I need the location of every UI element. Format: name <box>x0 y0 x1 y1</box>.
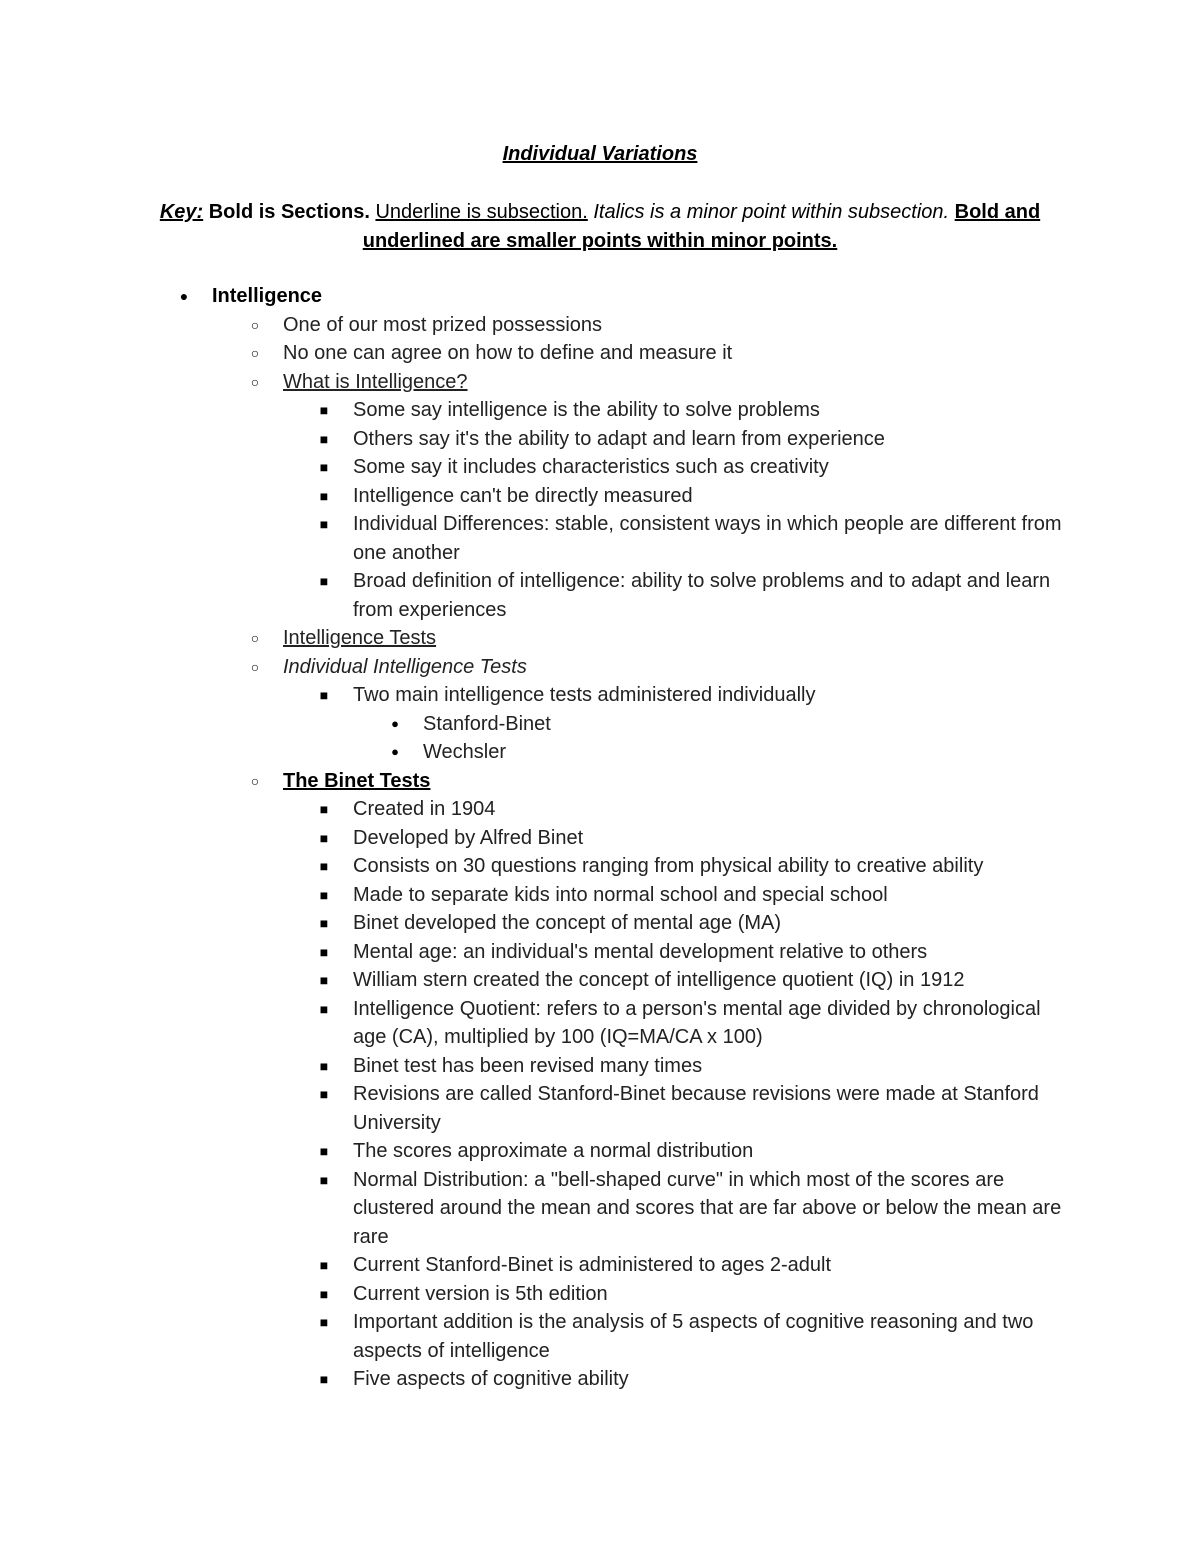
list-item <box>0 881 1200 910</box>
hollow-circle-bullet-icon: ○ <box>250 658 260 675</box>
list-item <box>0 852 1200 881</box>
hollow-circle-bullet-icon: ○ <box>250 373 260 390</box>
subsection-heading: Intelligence Tests <box>283 627 437 649</box>
list-item-text: Some say it includes characteristics such as creativity <box>353 456 829 478</box>
list-item <box>0 966 1200 995</box>
list-item-text: One of our most prized possessions <box>283 313 603 336</box>
square-bullet-icon: ■ <box>319 573 329 589</box>
hollow-circle-bullet-icon: ○ <box>250 630 260 646</box>
list-item-text: Some say intelligence is the ability to solve problems <box>353 399 820 421</box>
list-item <box>0 1166 1200 1252</box>
square-bullet-icon: ■ <box>319 943 329 960</box>
hollow-circle-bullet-icon: ○ <box>250 772 260 789</box>
list-item-text: Broad definition of intelligence: ability to solve problems and to adapt and learn from experiences <box>353 570 1051 621</box>
list-item <box>0 311 1200 340</box>
list-item <box>0 995 1200 1052</box>
square-bullet-icon: ■ <box>319 1371 329 1387</box>
document-title: Individual Variations <box>502 143 698 165</box>
list-item-text: Others say it's the ability to adapt and learn from experience <box>353 427 885 450</box>
square-bullet-icon: ■ <box>319 1057 329 1074</box>
filled-circle-bullet-icon: ● <box>391 715 399 731</box>
list-item-text: Wechsler <box>423 741 506 763</box>
square-bullet-icon: ■ <box>319 687 329 703</box>
subsection-item <box>0 368 1200 397</box>
list-item <box>0 738 1200 767</box>
square-bullet-icon: ■ <box>319 459 329 475</box>
list-item <box>0 396 1200 425</box>
list-item-text: Normal Distribution: a "bell-shaped curve" in which most of the scores are clustered around the mean and scores that are far above or below the mean are rare <box>353 1168 1062 1248</box>
list-item <box>0 1251 1200 1280</box>
list-item-text: No one can agree on how to define and measure it <box>283 342 733 364</box>
list-item-text: Developed by Alfred Binet <box>353 826 584 849</box>
key-label: Key: <box>159 201 204 223</box>
list-item-text: Mental age: an individual's mental development relative to others <box>353 940 928 963</box>
section-heading: Intelligence <box>212 285 323 307</box>
list-item-text: Two main intelligence tests administered individually <box>353 684 816 706</box>
list-item <box>0 824 1200 853</box>
list-item-text: The scores approximate a normal distribution <box>353 1140 754 1162</box>
list-item-text: William stern created the concept of intelligence quotient (IQ) in 1912 <box>353 969 965 991</box>
list-item-text: Stanford-Binet <box>423 712 551 735</box>
square-bullet-icon: ■ <box>319 1143 329 1159</box>
list-item-text: Binet developed the concept of mental age (MA) <box>353 912 782 934</box>
list-item-text: Intelligence Quotient: refers to a person's mental age divided by chronological age (CA), multiplied by 100 (IQ=MA/CA x 100) <box>353 997 1041 1048</box>
square-bullet-icon: ■ <box>319 1000 329 1017</box>
minor-point-item <box>0 653 1200 682</box>
filled-circle-bullet-icon: ● <box>179 288 189 304</box>
square-bullet-icon: ■ <box>319 1314 329 1330</box>
square-bullet-icon: ■ <box>319 516 329 532</box>
list-item <box>0 482 1200 511</box>
list-item-text: Consists on 30 questions ranging from physical ability to creative ability <box>353 855 984 877</box>
key-legend <box>140 198 1060 256</box>
list-item-text: Created in 1904 <box>353 798 496 820</box>
square-bullet-icon: ■ <box>319 801 329 817</box>
list-item <box>0 681 1200 710</box>
key-bold: Bold is Sections. <box>208 201 370 223</box>
square-bullet-icon: ■ <box>319 487 329 504</box>
subsection-item <box>0 624 1200 653</box>
list-item <box>0 795 1200 824</box>
smaller-point-item <box>0 767 1200 796</box>
minor-point-heading: Individual Intelligence Tests <box>283 655 527 678</box>
list-item-text: Current Stanford-Binet is administered to ages 2-adult <box>353 1254 832 1276</box>
square-bullet-icon: ■ <box>319 886 329 903</box>
filled-circle-bullet-icon: ● <box>391 744 399 759</box>
list-item-text: Important addition is the analysis of 5 aspects of cognitive reasoning and two aspects of intelligence <box>353 1311 1034 1362</box>
list-item-text: Made to separate kids into normal school and special school <box>353 883 888 906</box>
square-bullet-icon: ■ <box>319 858 329 874</box>
list-item <box>0 938 1200 967</box>
list-item-text: Five aspects of cognitive ability <box>353 1368 629 1390</box>
key-underline: Underline is subsection. <box>375 201 588 223</box>
square-bullet-icon: ■ <box>319 1285 329 1302</box>
list-item <box>0 909 1200 938</box>
square-bullet-icon: ■ <box>319 430 329 447</box>
list-item-text: Current version is 5th edition <box>353 1282 608 1305</box>
square-bullet-icon: ■ <box>319 1086 329 1102</box>
list-item <box>0 1308 1200 1365</box>
list-item-text: Individual Differences: stable, consistent ways in which people are different from one another <box>353 513 1062 564</box>
list-item <box>0 1080 1200 1137</box>
square-bullet-icon: ■ <box>319 1257 329 1273</box>
square-bullet-icon: ■ <box>319 1171 329 1188</box>
list-item <box>0 567 1200 624</box>
key-bold-underline: Bold and underlined are smaller points within minor points. <box>362 201 1041 252</box>
square-bullet-icon: ■ <box>319 972 329 988</box>
list-item-text: Intelligence can't be directly measured <box>353 484 693 507</box>
list-item <box>0 453 1200 482</box>
hollow-circle-bullet-icon: ○ <box>250 316 260 333</box>
section-item <box>0 282 1200 311</box>
square-bullet-icon: ■ <box>319 402 329 418</box>
list-item <box>0 710 1200 739</box>
list-item <box>0 1137 1200 1166</box>
smaller-point-heading: The Binet Tests <box>283 769 431 792</box>
list-item <box>0 1365 1200 1394</box>
outline <box>0 282 1200 1394</box>
list-item-text: Revisions are called Stanford-Binet because revisions were made at Stanford University <box>353 1083 1039 1134</box>
square-bullet-icon: ■ <box>319 915 329 931</box>
list-item <box>0 510 1200 567</box>
hollow-circle-bullet-icon: ○ <box>250 345 260 361</box>
list-item <box>0 339 1200 368</box>
subsection-heading: What is Intelligence? <box>283 370 468 393</box>
square-bullet-icon: ■ <box>319 829 329 846</box>
list-item-text: Binet test has been revised many times <box>353 1054 703 1077</box>
key-italic: Italics is a minor point within subsection. <box>593 201 950 223</box>
list-item <box>0 425 1200 454</box>
list-item <box>0 1280 1200 1309</box>
list-item <box>0 1052 1200 1081</box>
